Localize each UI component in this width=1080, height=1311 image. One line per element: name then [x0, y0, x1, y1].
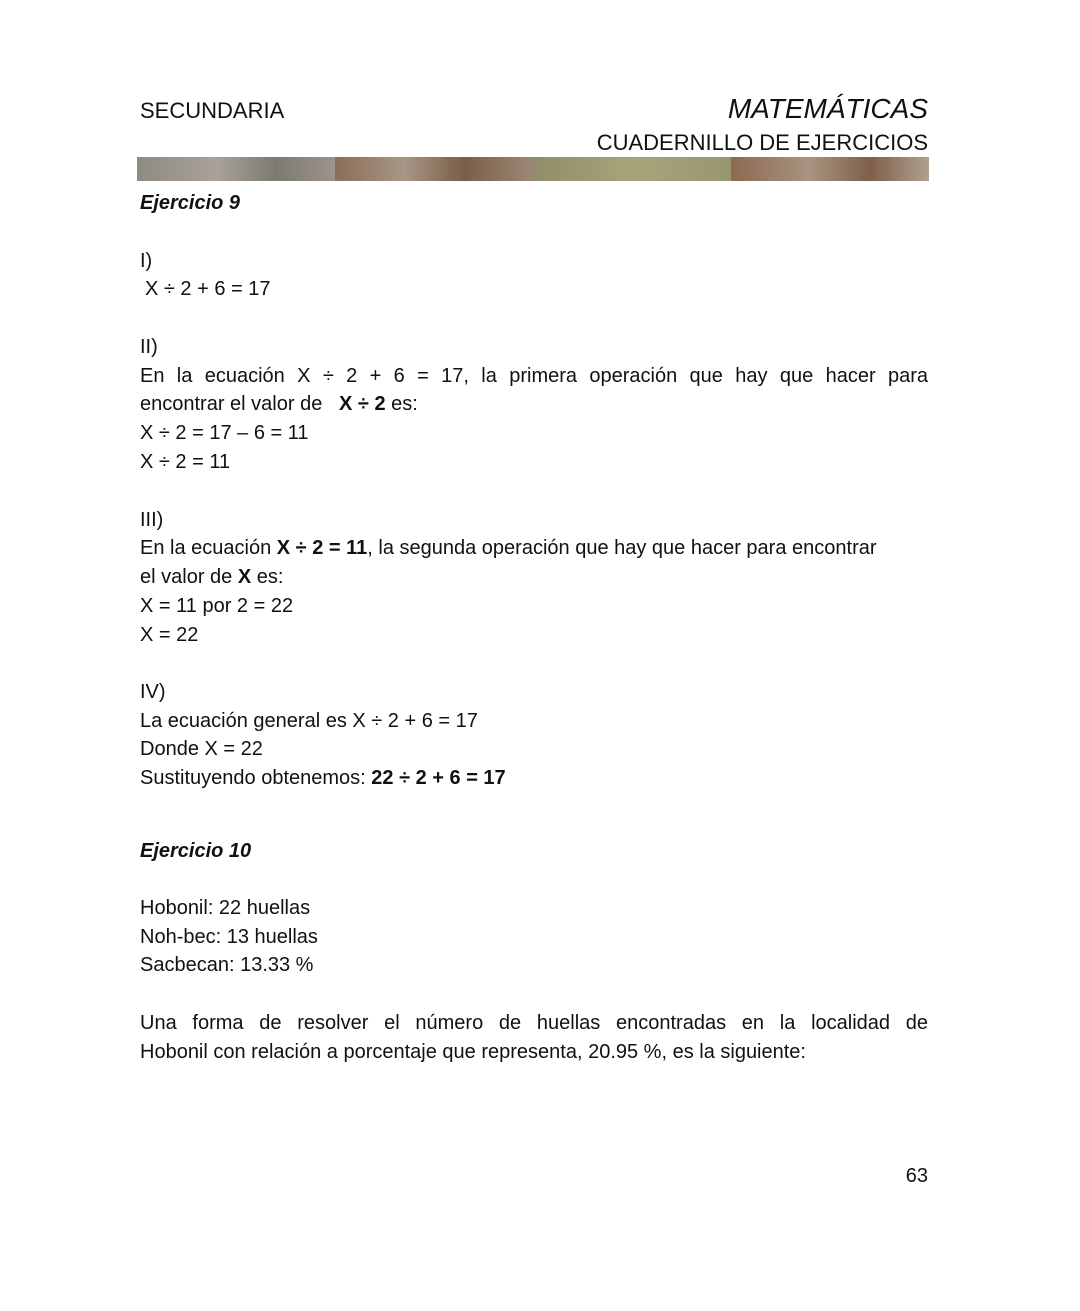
part-ii-step1: X ÷ 2 = 17 – 6 = 11: [140, 422, 309, 444]
part-iii-line1: [140, 534, 928, 562]
part-iv-line1: La ecuación general es X ÷ 2 + 6 = 17: [140, 710, 478, 732]
bold-text: X ÷ 2: [339, 393, 386, 415]
part-iii-step2: X = 22: [140, 624, 199, 646]
exercise-10-title: Ejercicio 10: [140, 840, 252, 862]
part-i-label: I): [140, 250, 153, 272]
part-ii-line2: [140, 390, 928, 418]
bold-text: X: [237, 566, 252, 588]
list-item: Sacbecan: 13.33 %: [140, 954, 314, 976]
list-item: Noh-bec: 13 huellas: [140, 926, 318, 948]
part-iii-label: III): [140, 509, 164, 531]
text: En la ecuación: [140, 537, 277, 559]
bold-text: X ÷ 2 = 11: [276, 537, 368, 559]
part-iv-line3: [140, 764, 928, 792]
list-item: Hobonil: 22 huellas: [140, 897, 311, 919]
part-iv-label: IV): [140, 681, 166, 703]
part-iii-step1: X = 11 por 2 = 22: [140, 595, 294, 617]
header-level: SECUNDARIA: [140, 98, 285, 123]
header-subtitle: CUADERNILLO DE EJERCICIOS: [596, 130, 928, 155]
text: encontrar el valor de: [140, 393, 328, 415]
page-number: 63: [905, 1165, 928, 1187]
text: es:: [251, 566, 284, 588]
text: el valor de: [140, 566, 238, 588]
text: , la segunda operación que hay que hacer para encontrar: [367, 537, 877, 559]
paragraph-line1: Una forma de resolver el número de huellas encontradas en la localidad de: [140, 1012, 928, 1034]
header-subject: MATEMÁTICAS: [727, 93, 928, 124]
text: Sustituyendo obtenemos:: [140, 767, 372, 789]
bold-text: 22 ÷ 2 + 6 = 17: [371, 767, 506, 789]
part-ii-label: II): [140, 336, 158, 358]
part-iv-line2: Donde X = 22: [140, 738, 263, 760]
part-i-equation: X ÷ 2 + 6 = 17: [145, 278, 271, 300]
text: es:: [385, 393, 418, 415]
header-decorative-band: [137, 157, 929, 181]
paragraph-line2: Hobonil con relación a porcentaje que representa, 20.95 %, es la siguiente:: [140, 1041, 806, 1063]
exercise-9-title: Ejercicio 9: [140, 192, 241, 214]
part-ii-line1: En la ecuación X ÷ 2 + 6 = 17, la primera operación que hay que hacer para: [140, 365, 928, 387]
part-iii-line2: [140, 563, 928, 591]
part-ii-step2: X ÷ 2 = 11: [140, 451, 231, 473]
